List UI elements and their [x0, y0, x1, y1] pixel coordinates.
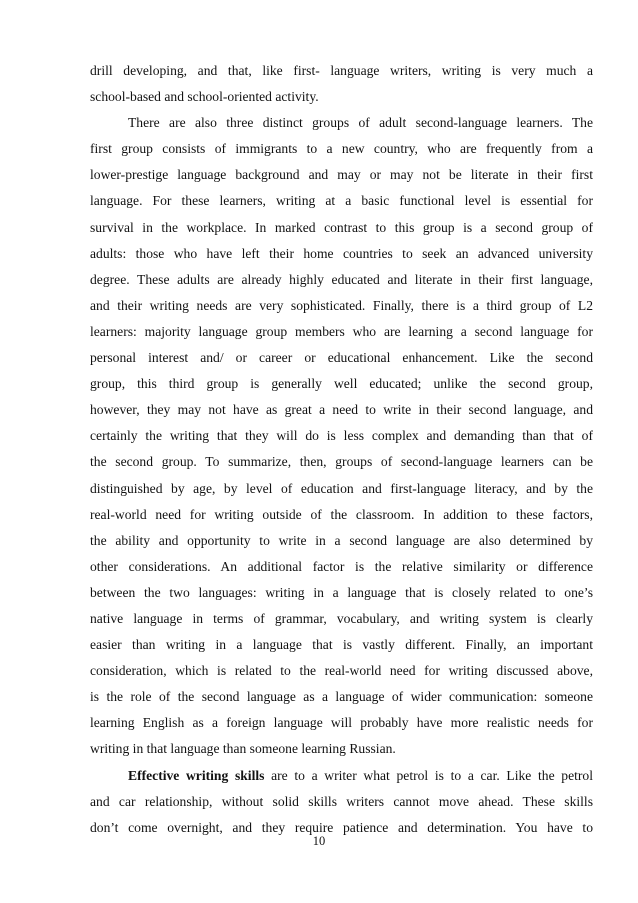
line-text: don’t come overnight, and they require patience and determination. You have to: [90, 819, 593, 835]
line-text: however, they may not have as great a need to write in their second language, and: [90, 402, 593, 418]
line-text: adults: those who have left their home countries to seek an advanced university: [90, 245, 593, 261]
line-text: real-world need for writing outside of the classroom. In addition to these factors,: [90, 506, 593, 522]
line-text: the second group. To summarize, then, groups of second-language learners can be: [90, 454, 593, 470]
line-text: survival in the workplace. In marked contrast to this group is a second group of: [90, 219, 593, 235]
line-text: is the role of the second language as a language of wider communication: someone: [90, 689, 593, 705]
line-text: first group consists of immigrants to a new country, who are frequently from a: [90, 141, 593, 157]
text-line: [90, 162, 593, 188]
line-text: degree. These adults are already highly educated and literate in their first language,: [90, 271, 593, 287]
line-text: group, this third group is generally well educated; unlike the second group,: [90, 376, 593, 392]
text-line: [90, 554, 593, 580]
line-text: between the two languages: writing in a language that is closely related to one’s: [90, 584, 593, 600]
text-line: [90, 580, 593, 606]
line-text: are to a writer what petrol is to a car. Like the petrol: [264, 767, 593, 783]
text-line: [90, 267, 593, 293]
text-line: [90, 241, 593, 267]
text-line: [90, 658, 593, 684]
line-text: easier than writing in a language that is vastly different. Finally, an important: [90, 637, 593, 653]
text-line: [90, 345, 593, 371]
text-line: [90, 136, 593, 162]
line-text: distinguished by age, by level of education and first-language literacy, and by the: [90, 480, 593, 496]
text-line: [90, 632, 593, 658]
text-line: [90, 684, 593, 710]
text-line: [90, 397, 593, 423]
text-line: [90, 789, 593, 815]
line-text: language. For these learners, writing at a basic functional level is essential for: [90, 193, 593, 209]
text-line: [90, 736, 593, 762]
line-text: learning English as a foreign language will probably have more realistic needs for: [90, 715, 593, 731]
document-page: [90, 58, 593, 841]
text-line: [90, 58, 593, 84]
text-line: [90, 449, 593, 475]
line-text: school-based and school-oriented activity.: [90, 89, 319, 105]
line-text: writing in that language than someone learning Russian.: [90, 741, 396, 757]
text-line: [90, 84, 593, 110]
text-line: [90, 528, 593, 554]
line-text: and car relationship, without solid skills writers cannot move ahead. These skills: [90, 793, 593, 809]
line-text: There are also three distinct groups of adult second-language learners. The: [128, 115, 593, 131]
text-line: [90, 215, 593, 241]
text-line: [90, 763, 593, 789]
body-text: [90, 58, 593, 841]
line-text: other considerations. An additional factor is the relative similarity or difference: [90, 558, 593, 574]
line-text: personal interest and/ or career or educational enhancement. Like the second: [90, 350, 593, 366]
line-text: native language in terms of grammar, vocabulary, and writing system is clearly: [90, 610, 593, 626]
line-text: the ability and opportunity to write in a second language are also determined by: [90, 532, 593, 548]
text-line: [90, 319, 593, 345]
line-text: and their writing needs are very sophisticated. Finally, there is a third group of L2: [90, 297, 593, 313]
text-line: [90, 476, 593, 502]
line-text: certainly the writing that they will do is less complex and demanding than that of: [90, 428, 593, 444]
line-text: consideration, which is related to the real-world need for writing discussed above,: [90, 663, 593, 679]
line-text: lower-prestige language background and may or may not be literate in their first: [90, 167, 593, 183]
text-line: [90, 293, 593, 319]
text-line: [90, 423, 593, 449]
text-line: [90, 188, 593, 214]
text-line: [90, 110, 593, 136]
line-text: drill developing, and that, like first- language writers, writing is very much a: [90, 63, 593, 78]
line-text: learners: majority language group members who are learning a second language for: [90, 323, 593, 339]
text-line: [90, 606, 593, 632]
text-line: [90, 371, 593, 397]
bold-phrase: Effective writing skills: [128, 767, 265, 783]
text-line: [90, 710, 593, 736]
text-line: [90, 502, 593, 528]
page-number: 10: [312, 834, 326, 848]
